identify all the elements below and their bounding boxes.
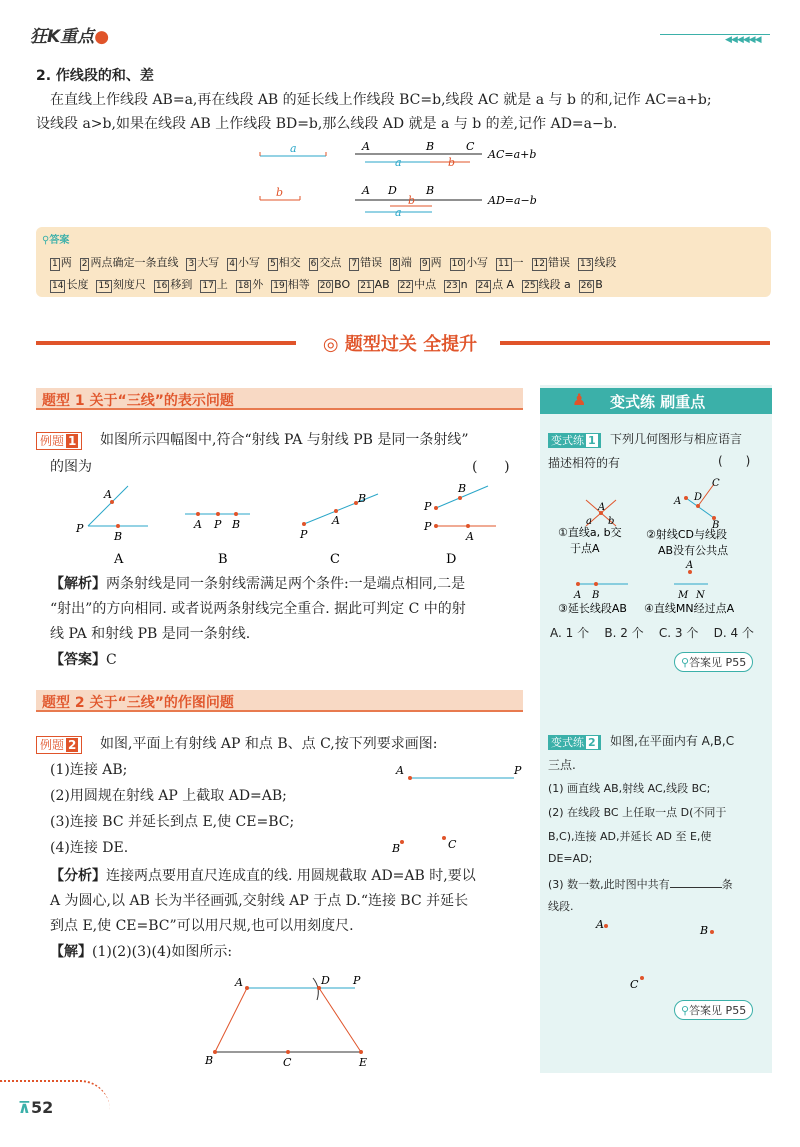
answer-number: 4 <box>229 259 235 269</box>
answer-text: 小写 <box>237 256 260 269</box>
caption-1b: 于点A <box>570 542 600 555</box>
answer-item <box>50 278 88 291</box>
answer-text: 上 <box>216 278 228 291</box>
header-arrows: ◀◀◀◀◀◀ <box>725 35 761 45</box>
svg-text:P: P <box>300 528 308 541</box>
answer-text: 长度 <box>66 278 89 291</box>
answer-item <box>236 278 263 291</box>
answer-row-2 <box>50 276 611 293</box>
variant-2-figure <box>588 914 728 994</box>
sum-label-a: a <box>395 156 402 169</box>
answer-number: 7 <box>351 259 358 269</box>
answer-number: 9 <box>421 259 428 269</box>
example-1-analysis-2: “射出”的方向相同. 或者说两条射线完全重合. 据此可判定 C 中的射 <box>50 601 466 617</box>
answer-item <box>476 278 514 291</box>
sum-label-A: A <box>362 140 370 153</box>
svg-text:P: P <box>214 518 222 531</box>
variant-2-question-1: 如图,在平面内有 A,B,C <box>610 734 735 748</box>
svg-text:A: A <box>466 530 474 543</box>
answer-text: 交点 <box>319 256 342 269</box>
answer-number: 26 <box>580 281 593 291</box>
answer-item <box>522 278 571 291</box>
svg-text:M: M <box>678 590 689 601</box>
answer-number: 2 <box>81 259 88 269</box>
sum-label-b: b <box>448 156 456 169</box>
answer-blank[interactable] <box>670 887 722 888</box>
svg-text:P: P <box>424 500 432 513</box>
answer-number: 6 <box>310 259 317 269</box>
variant-2-question-2: 三点. <box>548 758 576 772</box>
caption-4: ④直线MN经过点A <box>644 602 735 615</box>
type1-header: 题型 1 关于“三线”的表示问题 <box>36 388 523 410</box>
answer-number: 11 <box>498 259 510 269</box>
option-B: B <box>218 552 228 567</box>
page-number: ⊼52 <box>18 1098 54 1117</box>
sum-label-C: C <box>466 140 475 153</box>
variant-1-tag: 变式练 1 <box>548 432 601 448</box>
sol-label-A: A <box>235 976 243 989</box>
svg-text:C: C <box>712 478 720 489</box>
example-2-analysis-1: 【分析】连接两点要用直尺连成直的线. 用圆规截取 AD=AB 时,要以 <box>50 868 476 884</box>
top-line-2: 设线段 a>b,如果在线段 AB 上作线段 BD=b,那么线段 AD 就是 a 与 b 的差,记作 AD=a−b. <box>36 116 618 132</box>
example-1-answer: 【答案】C <box>50 652 117 668</box>
example-1-analysis-1: 【解析】两条射线是同一条射线需满足两个条件:一是端点相同,二是 <box>50 576 466 592</box>
svg-text:B: B <box>458 482 467 495</box>
student-icon: ♟ <box>572 390 587 409</box>
diff-label-a: a <box>395 206 402 218</box>
given-label-B: B <box>392 842 401 855</box>
svg-text:P: P <box>424 520 432 533</box>
svg-text:B: B <box>712 520 720 531</box>
seg-a-label: a <box>290 142 297 155</box>
answer-number: 22 <box>399 281 412 291</box>
variant-1-choices: A. 1 个 B. 2 个 C. 3 个 D. 4 个 <box>550 626 754 640</box>
example-2-given-figure <box>390 760 530 860</box>
example-1-question-1: 如图所示四幅图中,符合“射线 PA 与射线 PB 是同一条射线” <box>100 432 469 448</box>
header-logo: 狂K重点● <box>30 27 110 47</box>
variant-2-step-3: (3) 数一数,此时图中共有 条 <box>548 878 733 891</box>
answer-text: 大写 <box>197 256 220 269</box>
example-2-analysis-3: 到点 E,使 CE=BC”可以用尺规,也可以用刻度尺. <box>50 918 354 934</box>
answer-number: 5 <box>269 259 276 269</box>
banner-line-left <box>36 341 296 345</box>
sol-label-D: D <box>321 974 330 987</box>
answer-item <box>50 256 72 269</box>
answer-item <box>268 256 301 269</box>
variant-2-step-2b: B,C),连接 AD,并延长 AD 至 E,使 <box>548 830 712 843</box>
answer-text: 错误 <box>360 256 383 269</box>
answer-item <box>80 256 179 269</box>
svg-text:D: D <box>694 492 703 503</box>
answer-text: 小写 <box>466 256 489 269</box>
diff-label-A: A <box>362 184 370 197</box>
answer-box-label: ⚲答案 <box>42 235 70 246</box>
type2-header: 题型 2 关于“三线”的作图问题 <box>36 690 523 712</box>
answer-text: 外 <box>252 278 264 291</box>
answer-item <box>349 256 382 269</box>
answer-text: 线段 a <box>538 278 571 291</box>
compass-icon: ⊼ <box>18 1098 31 1117</box>
answer-number: 14 <box>52 281 64 291</box>
answer-item <box>271 278 309 291</box>
svg-text:A: A <box>194 518 202 531</box>
answer-item <box>200 278 227 291</box>
key-icon: ⚲ <box>42 235 50 246</box>
sum-equation: AC=a+b <box>488 148 537 161</box>
answer-text: 相等 <box>287 278 310 291</box>
example-1-figures <box>60 478 520 568</box>
caption-3: ③延长线段AB <box>558 602 627 615</box>
answer-number: 24 <box>477 281 490 291</box>
example-2-step-2: (2)用圆规在射线 AP 上截取 AD=AB; <box>50 788 287 804</box>
svg-text:A: A <box>674 496 682 507</box>
answer-number: 18 <box>237 281 250 291</box>
svg-text:A: A <box>574 590 582 601</box>
svg-text:A: A <box>596 918 604 931</box>
answer-text: 两 <box>60 256 72 269</box>
answer-number: 15 <box>98 281 110 291</box>
variant-2-step-2a: (2) 在线段 BC 上任取一点 D(不同于 <box>548 806 727 819</box>
variant-2-step-2c: DE=AD; <box>548 852 593 865</box>
option-C: C <box>330 552 340 567</box>
svg-text:B: B <box>232 518 241 531</box>
variant-1-paren: ( ) <box>718 454 751 468</box>
svg-text:A: A <box>598 502 606 513</box>
answer-item <box>496 256 523 269</box>
svg-text:b: b <box>608 516 615 527</box>
sol-label-C: C <box>283 1056 292 1069</box>
answer-text: B <box>595 278 603 291</box>
answer-item <box>186 256 219 269</box>
given-label-A: A <box>396 764 404 777</box>
caption-2a: ②射线CD与线段 <box>646 528 728 541</box>
example-1-tag: 例题 1 <box>36 432 82 450</box>
answer-item <box>420 256 442 269</box>
given-label-P: P <box>514 764 522 777</box>
answer-text: 两 <box>430 256 442 269</box>
answer-number: 10 <box>451 259 464 269</box>
banner-title: ◎ 题型过关 全提升 <box>322 334 478 355</box>
answer-number: 8 <box>392 259 398 269</box>
answer-number: 16 <box>155 281 168 291</box>
sol-label-E: E <box>359 1056 368 1069</box>
given-label-C: C <box>448 838 457 851</box>
sol-label-B: B <box>205 1054 214 1067</box>
option-A: A <box>114 552 124 567</box>
svg-text:a: a <box>586 516 592 527</box>
answer-text: 中点 <box>414 278 437 291</box>
diff-equation: AD=a−b <box>488 194 537 207</box>
section-heading: 2. 作线段的和、差 <box>36 68 154 84</box>
answer-text: 错误 <box>547 256 570 269</box>
svg-text:B: B <box>358 492 367 505</box>
swirl-icon: ◎ <box>322 334 339 355</box>
sol-label-P: P <box>353 974 361 987</box>
answer-item <box>318 278 350 291</box>
answer-number: 13 <box>579 259 592 269</box>
answer-item <box>227 256 260 269</box>
option-D: D <box>446 552 457 567</box>
svg-text:B: B <box>114 530 123 543</box>
answer-text: AB <box>374 278 390 291</box>
caption-1a: ①直线a, b交 <box>558 526 622 539</box>
answer-item <box>532 256 570 269</box>
answer-item <box>96 278 145 291</box>
answer-item <box>358 278 390 291</box>
answer-item <box>444 278 467 291</box>
example-2-step-3: (3)连接 BC 并延长到点 E,使 CE=BC; <box>50 814 295 830</box>
answer-number: 1 <box>52 259 58 269</box>
banner-line-right <box>500 341 770 345</box>
answer-number: 19 <box>273 281 285 291</box>
answer-number: 25 <box>524 281 536 291</box>
variant-2-step-1: (1) 画直线 AB,射线 AC,线段 BC; <box>548 782 711 795</box>
answer-number: 21 <box>360 281 372 291</box>
variant-2-answer-ref[interactable]: ⚲答案见 P55 <box>674 1000 753 1020</box>
example-1-question-2: 的图为 <box>50 459 92 475</box>
variant-2-step-3c: 线段. <box>548 900 574 913</box>
svg-text:P: P <box>76 522 84 535</box>
answer-text: 移到 <box>170 278 193 291</box>
caption-2b: AB没有公共点 <box>658 544 729 557</box>
svg-text:A: A <box>332 514 340 527</box>
answer-text: n <box>460 278 468 291</box>
variant-1-figures <box>548 476 768 626</box>
example-2-step-1: (1)连接 AB; <box>50 762 128 778</box>
top-line-1: 在直线上作线段 AB=a,再在线段 AB 的延长线上作线段 BC=b,线段 AC 就是 a 与 b 的和,记作 AC=a+b; <box>50 92 712 108</box>
answer-number: 23 <box>446 281 458 291</box>
example-2-analysis-2: A 为圆心,以 AB 长为半径画弧,交射线 AP 于点 D.“连接 BC 并延长 <box>50 893 469 909</box>
example-2-solution-figure <box>195 970 395 1070</box>
example-1-paren: ( ) <box>472 459 510 475</box>
svg-text:B: B <box>592 590 600 601</box>
answer-text: 点 A <box>492 278 515 291</box>
variant-1-question-1: 下列几何图形与相应语言 <box>610 432 743 446</box>
key-icon: ⚲ <box>681 656 690 669</box>
answer-text: 一 <box>512 256 524 269</box>
svg-text:C: C <box>630 978 639 991</box>
diff-label-b: b <box>408 194 416 207</box>
answer-number: 12 <box>533 259 545 269</box>
answer-item <box>450 256 488 269</box>
diff-label-D: D <box>388 184 397 197</box>
answer-text: 两点确定一条直线 <box>90 256 179 269</box>
answer-item <box>309 256 342 269</box>
side-panel-title: ♟ 变式练 刷重点 <box>540 388 772 414</box>
answer-number: 20 <box>319 281 332 291</box>
key-icon: ⚲ <box>681 1004 690 1017</box>
answer-text: 刻度尺 <box>112 278 146 291</box>
diff-label-B: B <box>426 184 435 197</box>
answer-text: BO <box>334 278 351 291</box>
example-2-step-4: (4)连接 DE. <box>50 840 129 856</box>
svg-text:N: N <box>696 590 705 601</box>
svg-text:A: A <box>686 560 694 571</box>
example-2-tag: 例题 2 <box>36 736 82 754</box>
example-2-question: 如图,平面上有射线 AP 和点 B、点 C,按下列要求画图: <box>100 736 438 752</box>
example-2-solution: 【解】(1)(2)(3)(4)如图所示: <box>50 944 233 960</box>
answer-text: 线段 <box>594 256 617 269</box>
example-1-analysis-3: 线 PA 和射线 PB 是同一条射线. <box>50 626 251 642</box>
answer-item <box>390 256 412 269</box>
answer-text: 端 <box>400 256 412 269</box>
sum-label-B: B <box>426 140 435 153</box>
answer-item <box>154 278 192 291</box>
answer-number: 3 <box>188 259 195 269</box>
answer-item <box>578 256 616 269</box>
svg-text:B: B <box>700 924 709 937</box>
answer-text: 相交 <box>278 256 301 269</box>
footer-decoration <box>0 1080 110 1130</box>
variant-2-tag: 变式练 2 <box>548 734 601 750</box>
sum-diff-figure <box>250 138 550 218</box>
variant-1-question-2: 描述相符的有 <box>548 456 621 470</box>
svg-text:A: A <box>104 488 112 501</box>
answer-item <box>579 278 603 291</box>
seg-b-label: b <box>276 186 284 199</box>
answer-number: 17 <box>202 281 214 291</box>
variant-1-answer-ref[interactable]: ⚲答案见 P55 <box>674 652 753 672</box>
answer-row-1 <box>50 254 624 271</box>
answer-item <box>398 278 436 291</box>
